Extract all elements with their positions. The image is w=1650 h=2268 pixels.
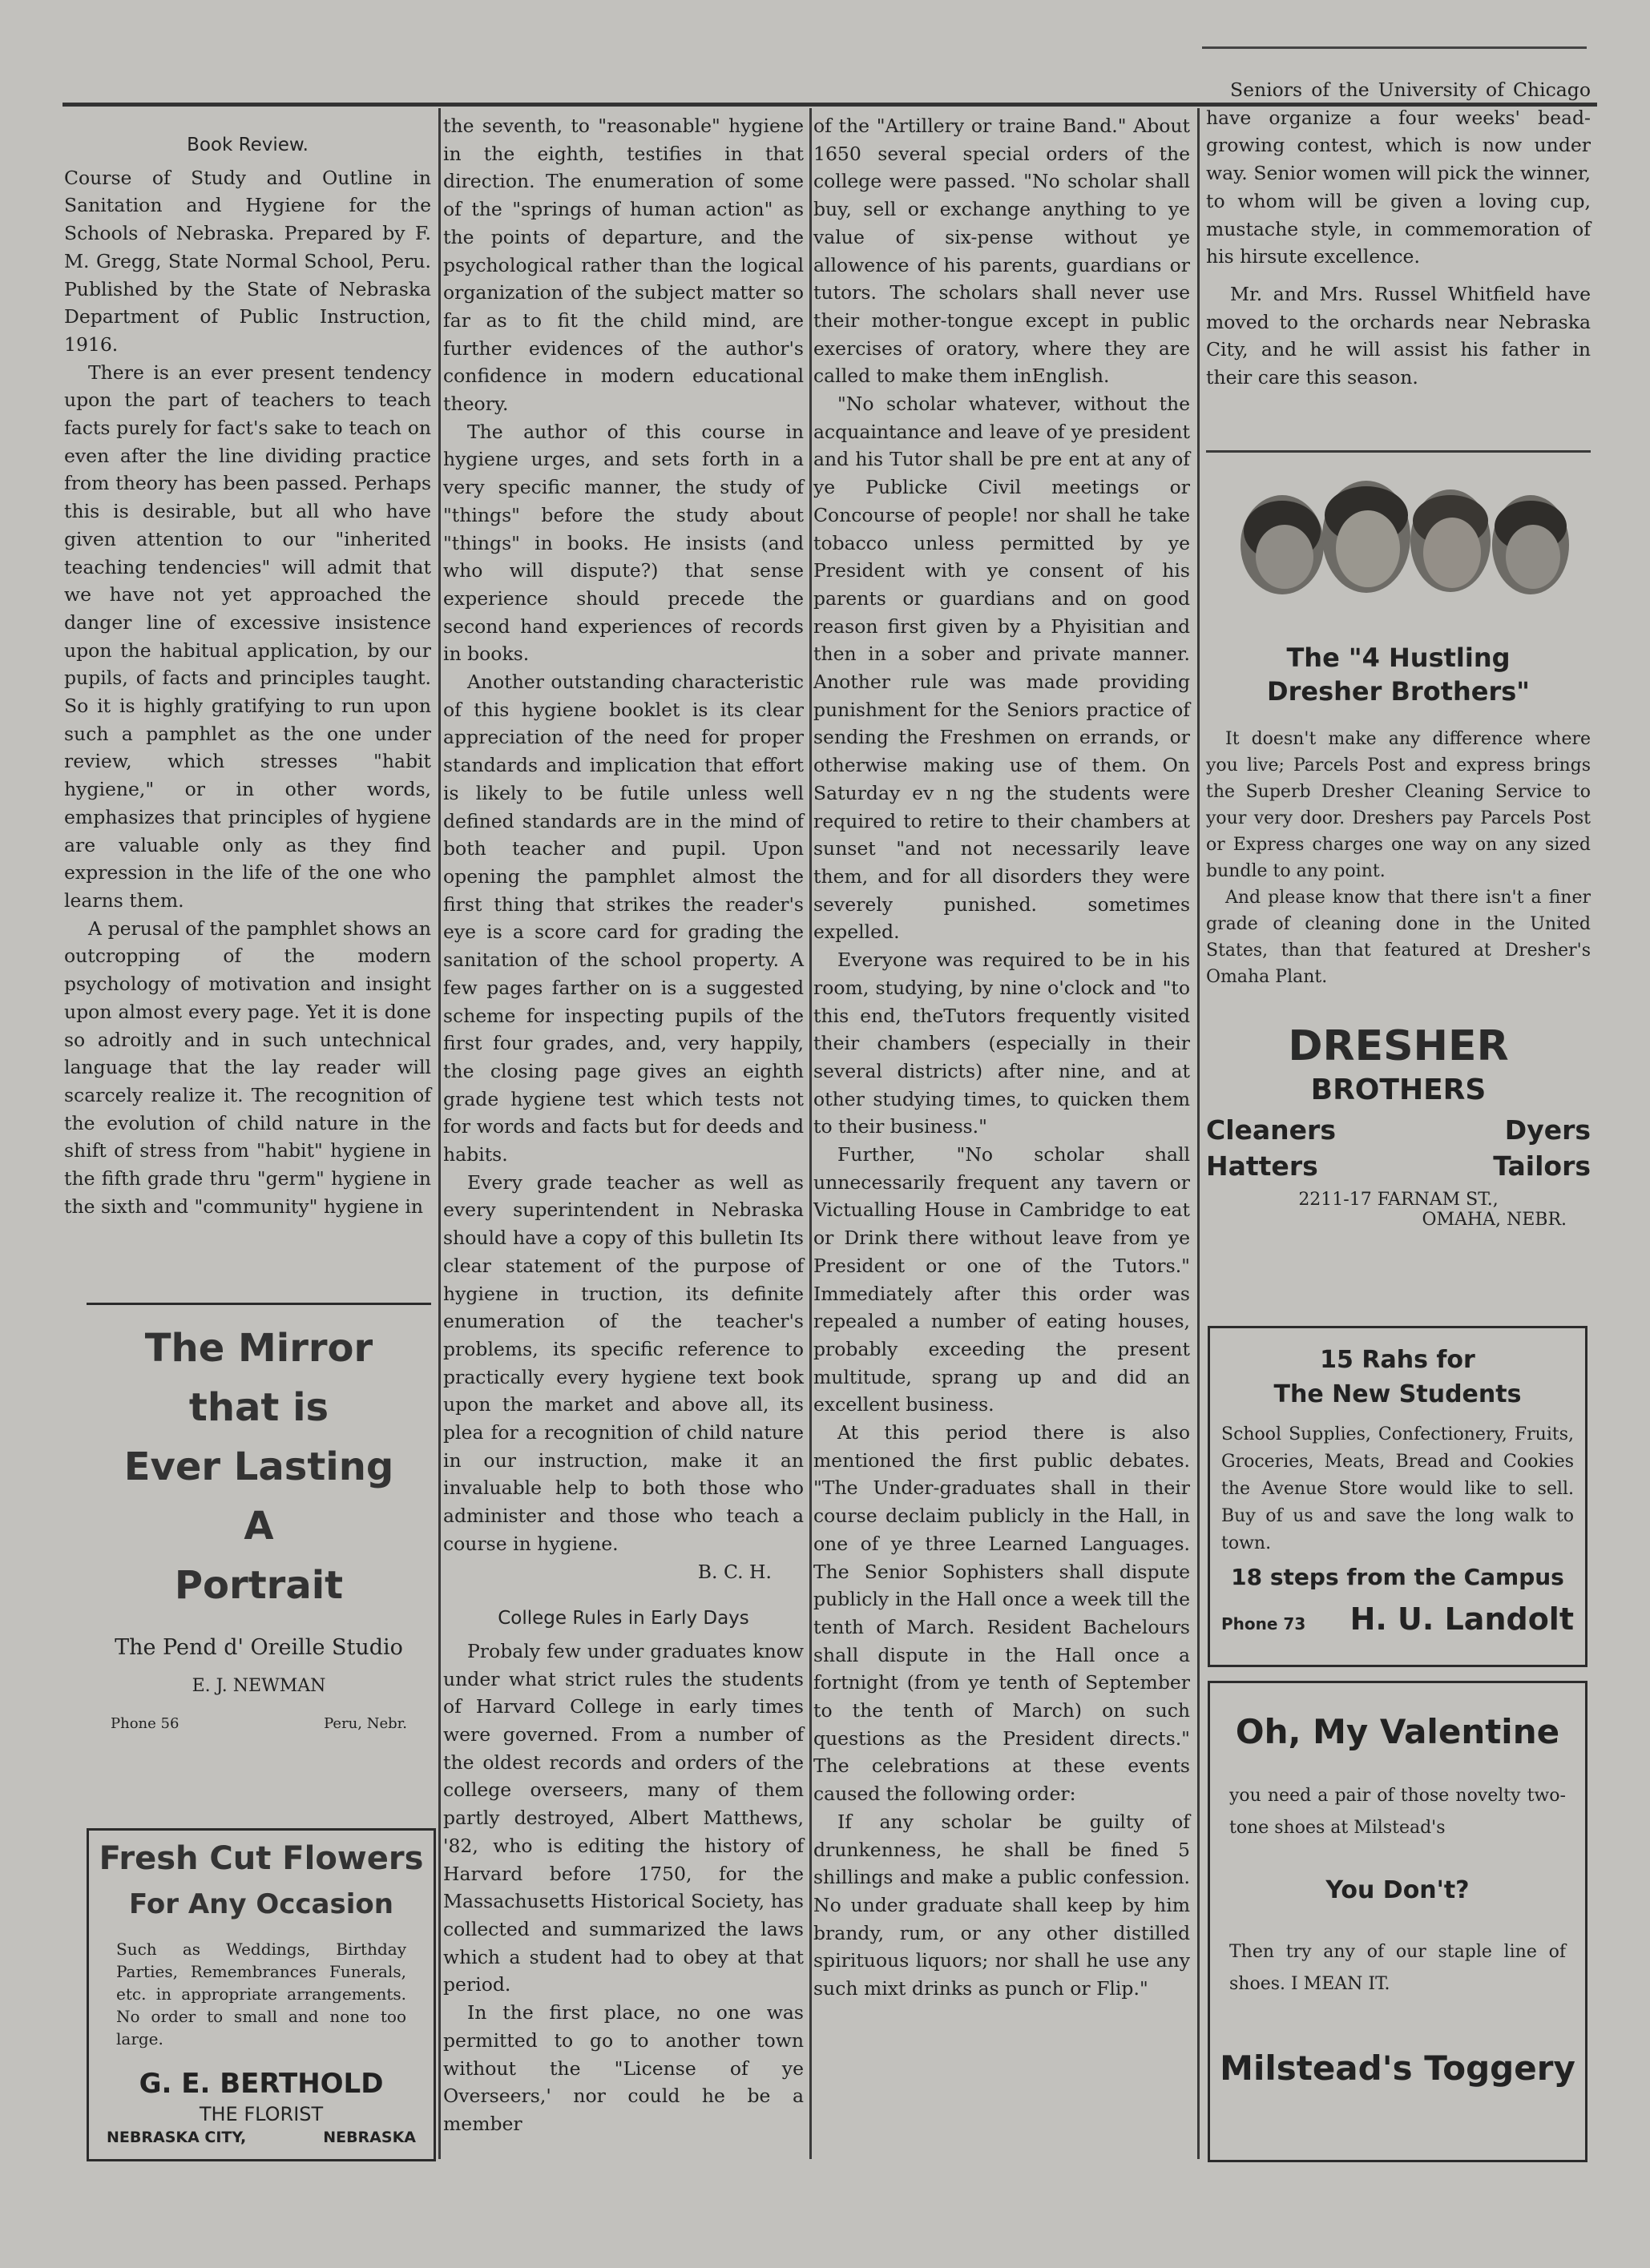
dresher-ad-body	[1206, 726, 1591, 990]
book-review-paragraph: There is an ever present tendency upon the part of teachers to teach facts purely for fact's sake to teach on even after the line dividing practice from theory has been passed. Perhaps this is desirable, but all who have given attention to our "inherited teaching tendencies" will admit that we have not yet approached the danger line of excessive insistence upon the habitual application, by our pupils, of facts and principles taught. So it is highly gratifying to run upon such a pamphlet as the one under review, which stresses "habit hygiene," or in other words, emphasizes that principles of hygiene are valuable only as they find expression in the life of the one who learns them.	[64, 361, 431, 912]
service-dyers: Dyers	[1504, 1114, 1591, 1146]
service-hatters: Hatters	[1206, 1150, 1318, 1182]
college-rules-paragraph: "No scholar whatever, without the acquaintance and leave of ye president and his Tutor shall be pre ent at any of ye Publicke Civil meetings or Concourse of people! nor shall he take tobacco unless permitted by ye President with ye consent of his parents or guardians and on good reason first given by a Phyisitian and then in a sober and private manner. Another rule was made providing punishment for the Seniors practice of sending the Freshmen on errands, or otherwise making use of them. On Saturday ev n ng the students were required to retire to their chambers at sunset "and not necessarily leave them, and for all disorders they were severely punished. sometimes expelled.	[813, 393, 1190, 944]
college-rules-paragraph: In the first place, no one was permitted to go to another town without the "License of ye Overseers,' nor could he be a member	[443, 2001, 804, 2135]
column-4	[1206, 76, 1591, 392]
mirror-line-4: A	[244, 1504, 274, 1549]
dresher-services-row-1	[1206, 1114, 1591, 1146]
whitfield-news-item: Mr. and Mrs. Russel Whitfield have moved to the orchards near Nebraska City, and he will assist his father in their care this season.	[1206, 282, 1591, 389]
dresher-brothers-photo	[1222, 469, 1579, 613]
landolt-name: H. U. Landolt	[1349, 1601, 1574, 1637]
mirror-line-5: Portrait	[174, 1563, 344, 1608]
brother-portrait	[1241, 495, 1324, 594]
dresher-services-row-2	[1206, 1150, 1591, 1182]
landolt-body: School Supplies, Confectionery, Fruits, Groceries, Meats, Bread and Cookies the Avenue Store would like to sell. Buy of us and save the long walk to town.	[1221, 1424, 1574, 1553]
studio-town: Peru, Nebr.	[324, 1715, 407, 1732]
column-2	[443, 112, 804, 2138]
hygiene-review-paragraph: Every grade teacher as well as every superintendent in Nebraska should have a copy of this bulletin Its clear statement of the purpose of hygiene in truction, its definite enumeration of the teacher's problems, its specific reference to practically every hygiene text book upon the market and above all, its plea for a recognition of child nature in our instruction, make it an invaluable help to both those who administer and those who teach a course in hygiene.	[443, 1170, 804, 1555]
florist-body: Such as Weddings, Birthday Parties, Remembrances Funerals, etc. in appropriate arrangements. No order to small and none too large.	[116, 1940, 406, 2048]
florist-ad	[87, 1828, 436, 2161]
brother-portrait	[1492, 495, 1569, 594]
book-review-heading: Book Review.	[187, 135, 309, 155]
book-review-citation: Course of Study and Outline in Sanitation and Hygiene for the Schools of Nebraska. Prepared by F. M. Gregg, State Normal School, Peru. Published by the State of Nebraska Department of Public Instruction, 1916.	[64, 166, 431, 356]
mirror-line-3: Ever Lasting	[123, 1444, 394, 1489]
brother-portrait	[1322, 481, 1410, 593]
college-rules-heading: College Rules in Early Days	[498, 1608, 749, 1629]
florist-name: G. E. BERTHOLD	[139, 2068, 384, 2100]
milstead-offer: Then try any of our staple line of shoes. I MEAN IT.	[1229, 1942, 1566, 1994]
landolt-title-2: The New Students	[1273, 1380, 1522, 1408]
florist-city: NEBRASKA CITY,	[107, 2129, 247, 2146]
column-4-rule	[1206, 450, 1591, 453]
dresher-ad-title: The "4 Hustling Dresher Brothers"	[1267, 643, 1530, 707]
college-rules-paragraph: At this period there is also mentioned the first public debates. "The Under-graduates shall in their course declaim publicly in the Hall, in one of ye three Learned Languages. The Senior Sophisters shall dispute publicly in the Hall once a week till the tenth of March. Resident Bachelours shall dispute in the Hall once a fortnight (from ye tenth of September to the tenth of March) on such questions as the President directs." The celebrations at these events caused the following order:	[813, 1421, 1190, 1806]
service-tailors: Tailors	[1493, 1150, 1591, 1182]
service-cleaners: Cleaners	[1206, 1114, 1336, 1146]
college-rules-paragraph: Everyone was required to be in his room, studying, by nine o'clock and "to this end, theTutors frequently visited their chambers (especially in their several districts) after nine, and at other studying times, to quicken them to their business."	[813, 949, 1190, 1138]
dresher-ad-paragraph: And please know that there isn't a finer grade of cleaning done in the United States, than that featured at Dresher's Omaha Plant.	[1206, 888, 1591, 987]
mirror-line-1: The Mirror	[144, 1326, 373, 1371]
landolt-title-1: 15 Rahs for	[1320, 1346, 1475, 1374]
landolt-ad	[1208, 1326, 1587, 1667]
column-divider	[438, 108, 441, 2159]
dresher-ad	[1206, 641, 1591, 1230]
florist-location	[107, 2129, 416, 2146]
chicago-news-item: Seniors of the University of Chicago have organize a four weeks' bead-growing contest, which is now under way. Senior women will pick the winner, to whom will be given a loving cup, mustache style, in commemoration of his hirsute excellence.	[1206, 79, 1591, 268]
brother-portrait	[1410, 489, 1491, 592]
college-rules-paragraph: Further, "No scholar shall unnecessarily frequent any tavern or Victualling House in Cambridge to eat or Drink there without leave from ye President or one of the Tutors." Immediately after this order was repealed a number of eating houses, probably exceeding the present multitude, sprang up and did an excellent business.	[813, 1143, 1190, 1416]
milstead-store: Milstead's Toggery	[1220, 2048, 1575, 2088]
book-review-paragraph: A perusal of the pamphlet shows an outcropping of the modern psychology of motivation and insight upon almost every page. Yet it is done so adroitly and in such untechnical language that the lay reader will scarcely realize it. The recognition of the evolution of child nature in the shift of stress from "habit" hygiene in the fifth grade thru "germ" hygiene in the sixth and "community" hygiene in	[64, 916, 431, 1218]
dresher-name-2: BROTHERS	[1310, 1074, 1487, 1106]
studio-contact	[111, 1715, 407, 1732]
dresher-address-2: OMAHA, NEBR.	[1422, 1210, 1567, 1230]
column-3	[813, 112, 1190, 2003]
column-1	[64, 128, 431, 1220]
milstead-ad	[1208, 1681, 1587, 2162]
studio-owner: E. J. NEWMAN	[192, 1676, 326, 1696]
dresher-address-1: 2211-17 FARNAM ST.,	[1298, 1190, 1499, 1210]
landolt-phone: Phone 73	[1221, 1614, 1306, 1634]
college-rules-continued: of the "Artillery or traine Band." About 1650 several special orders of the college were passed. "No scholar shall buy, sell or exchange anything to ye value of six-pense without ye allowence of his parents, guardians or tutors. The scholars shall never use their mother-tongue except in public exercises of oratory, where they are called to make them inEnglish.	[813, 115, 1190, 388]
column-divider	[1197, 108, 1200, 2159]
florist-subtitle: For Any Occasion	[129, 1888, 393, 1920]
florist-title: Fresh Cut Flowers	[99, 1840, 424, 1877]
milstead-title: Oh, My Valentine	[1235, 1712, 1560, 1751]
landolt-footer	[1221, 1601, 1574, 1637]
college-rules-paragraph: Probaly few under graduates know under what strict rules the students of Harvard College in early times were governed. From a number of the oldest records and orders of the college overseers, many of them partly destroyed, Albert Matthews, '82, who is editing the history of Harvard before 1750, for the Massachusetts Historical Society, has collected and summarized the laws which a student had to obey at that period.	[443, 1639, 804, 1996]
top-rule-short	[1202, 46, 1587, 49]
hygiene-review-continued: the seventh, to "reasonable" hygiene in the eighth, testifies in that direction. The enumeration of some of the "springs of human action" as the points of departure, and the psychological rather than the logical organization of the subject matter so far as to fit the child mind, are further evidences of the author's confidence in modern educational theory.	[443, 115, 804, 416]
landolt-steps: 18 steps from the Campus	[1231, 1564, 1564, 1590]
college-rules-paragraph: If any scholar be guilty of drunkenness, he shall be fined 5 shillings and make a public confession. No under graduate shall keep by him brandy, rum, or any other distilled spirituous liquors; nor shall he use any such mixt drinks as punch or Flip."	[813, 1810, 1190, 2000]
milstead-pitch: you need a pair of those novelty two-tone shoes at Milstead's	[1229, 1786, 1566, 1838]
hygiene-review-paragraph: The author of this course in hygiene urges, and sets forth in a very specific manner, the study of "things" before the study about "things" in books. He insists (and who will dispute?) that sense experience should precede the second hand experiences of records in books.	[443, 420, 804, 666]
dresher-name: DRESHER	[1288, 1022, 1509, 1070]
milstead-question: You Don't?	[1325, 1876, 1470, 1904]
florist-state: NEBRASKA	[323, 2129, 416, 2146]
studio-name: The Pend d' Oreille Studio	[115, 1635, 403, 1660]
review-signature: B. C. H.	[697, 1560, 772, 1583]
studio-phone: Phone 56	[111, 1715, 180, 1732]
florist-role: THE FLORIST	[199, 2103, 324, 2125]
hygiene-review-paragraph: Another outstanding characteristic of this hygiene booklet is its clear appreciation of the need for proper standards and implication that effort is likely to be futile unless well defined standards are in the mind of both teacher and pupil. Upon opening the pamphlet almost the first thing that strikes the reader's eye is a score card for grading the sanitation of the school property. A few pages farther on is a suggested scheme for inspecting pupils of the first four grades, and, very happily, the closing page gives an eighth grade hygiene test which tests not for words and facts but for deeds and habits.	[443, 671, 804, 1166]
column-divider	[809, 108, 812, 2159]
dresher-ad-paragraph: It doesn't make any difference where you live; Parcels Post and express brings the Superb Dresher Cleaning Service to your very door. Dreshers pay Parcels Post or Express charges one way on any sized bundle to any point.	[1206, 729, 1591, 881]
mirror-line-2: that is	[188, 1385, 329, 1430]
mirror-studio-ad	[87, 1303, 431, 1773]
